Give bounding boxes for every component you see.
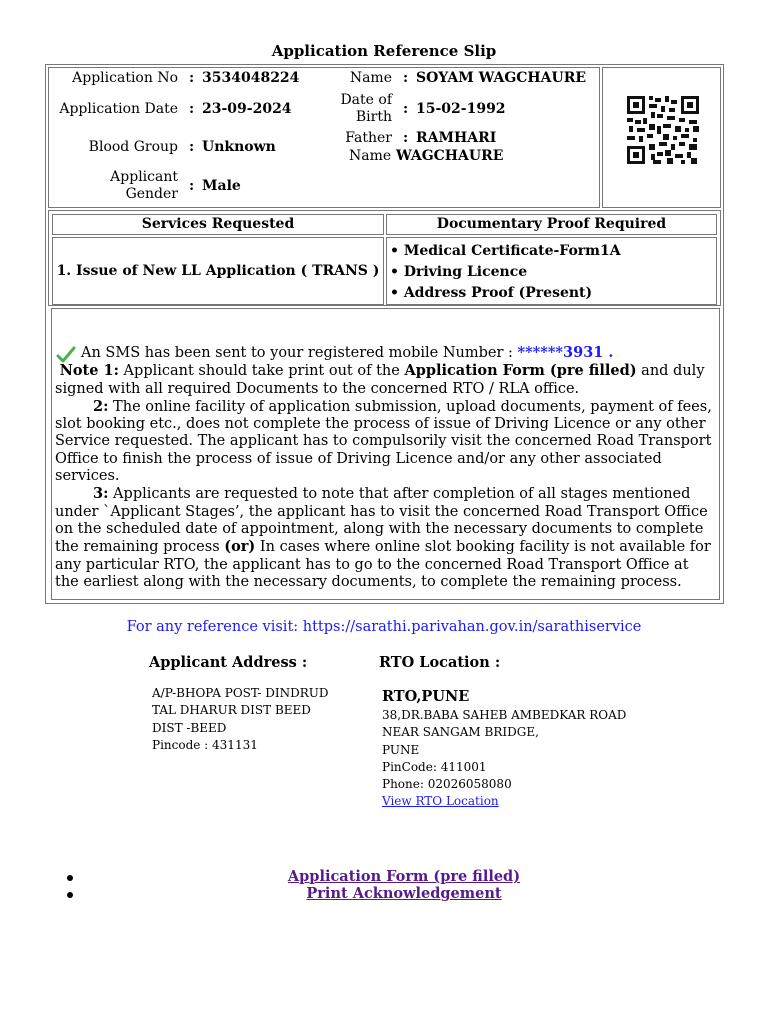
address-line: TAL DHARUR DIST BEED [152,703,311,718]
proof-cell [386,237,717,305]
service-cell: 1. Issue of New LL Application ( TRANS ) [52,237,384,305]
dob-label [340,92,392,126]
rto-line: PUNE [382,742,420,757]
sms-text: An SMS has been sent to your registered mobile Number : [81,345,518,361]
page-title: Application Reference Slip [271,42,497,60]
colon: : [189,70,195,86]
colon: : [403,70,409,86]
app-date-value: 23-09-2024 [202,101,292,117]
note-3-label: 3: [93,485,109,503]
note-3-text: Applicants are requested to note that after completion of all stages mentioned under `Applicant Stages’, the applicant has to visit the concerned Road Transport Office on the scheduled date of appointment, along with the necessary documents to complete the remaining process [55,486,708,556]
gender-label-line: Gender [125,186,178,202]
documentary-proof-header: Documentary Proof Required [386,214,717,235]
note-2-text: The online facility of application submission, upload documents, payment of fees, slot booking etc., does not complete the process of issue of Driving Licence or any other Service requested. The applicant has to compulsorily visit the concerned Road Transport Office to finish the process of issue of Driving Licence and/or any other associated services. [55,398,712,485]
proof-item: • Driving Licence [390,264,528,280]
rto-line: PinCode: 411001 [382,759,487,774]
colon: : [403,130,409,146]
father-label-line: Name [349,148,392,164]
dob-label-line: Date of [340,92,392,108]
proof-item: • Address Proof (Present) [390,285,593,301]
blood-group-value: Unknown [202,139,276,155]
rto-line: 38,DR.BABA SAHEB AMBEDKAR ROAD [382,708,627,722]
application-form-link[interactable]: Application Form (pre filled) [287,868,521,885]
dob-value: 15-02-1992 [416,101,506,117]
father-surname-value: WAGCHAURE [396,148,504,164]
colon: : [189,178,195,194]
name-value: SOYAM WAGCHAURE [416,70,587,86]
father-label-line: Father [345,130,392,146]
app-date-label: Application Date [59,101,178,117]
print-acknowledgement-link[interactable]: Print Acknowledgement [306,885,502,902]
blood-group-label: Blood Group [88,139,178,155]
app-no-value: 3534048224 [202,70,300,86]
note-2 [55,398,715,485]
sms-line [55,344,715,362]
reference-text: For any reference visit: https://sarathi.parivahan.gov.in/sarathiservice [126,619,642,635]
colon: : [189,139,195,155]
note-3-or: (or) [224,538,256,556]
app-no-label: Application No [72,70,178,86]
note-1-bold: Application Form (pre filled) [404,362,637,380]
view-rto-location-link[interactable]: View RTO Location [382,794,499,809]
sms-number: ******3931 . [517,344,614,361]
note-1-label: Note 1: [59,362,119,380]
address-line: A/P-BHOPA POST- DINDRUD [152,686,329,700]
note-1-text: Applicant should take print out of the [118,363,405,380]
rto-address [382,707,626,811]
note-3 [55,485,715,591]
gender-label [110,169,178,203]
colon: : [403,101,409,117]
rto-name: RTO,PUNE [382,688,470,705]
father-name-value: RAMHARI [416,130,497,146]
rto-line: NEAR SANGAM BRIDGE, [382,725,539,740]
rto-location-heading: RTO Location : [379,654,501,671]
note-1-text: and duly signed with all required Documents to the concerned RTO / RLA office. [55,363,705,397]
services-requested-header: Services Requested [52,214,384,235]
note-1 [55,362,715,398]
note-2-label: 2: [93,397,109,415]
address-line: Pincode : 431131 [152,737,258,752]
name-label: Name [349,70,392,86]
proof-item: • Medical Certificate-Form1A [390,243,621,259]
applicant-address-heading: Applicant Address : [149,654,308,671]
note-3-text: In cases where online slot booking facility is not available for any particular RTO, the applicant has to go to the concerned Road Transport Office at the earliest along with the necessary documents, to complete the remaining process. [55,539,711,590]
colon: : [189,101,195,117]
qr-box [602,67,721,208]
notes-text [55,344,715,591]
dob-label-line: Birth [355,109,392,125]
father-label [345,130,392,147]
address-line: DIST -BEED [152,720,227,735]
applicant-address [152,685,328,754]
qr-code-icon [627,96,699,164]
gender-value: Male [202,178,241,194]
rto-line: Phone: 02026058080 [382,777,512,792]
gender-label-line: Applicant [110,169,178,185]
